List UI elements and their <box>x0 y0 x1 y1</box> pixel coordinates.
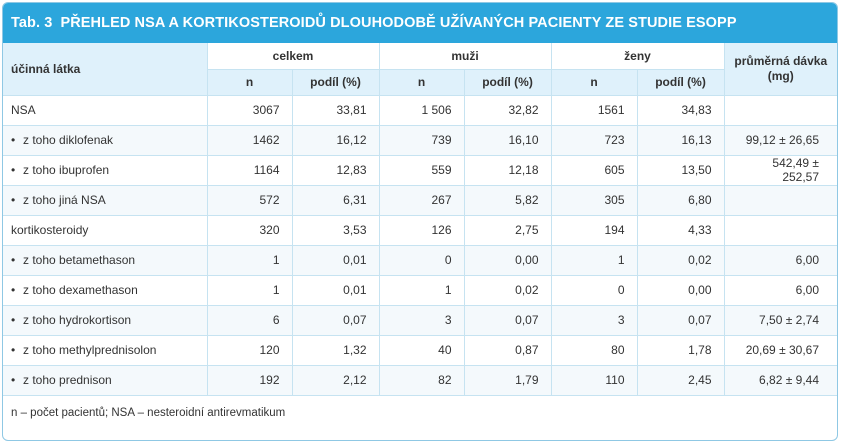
cell-men-pct: 32,82 <box>464 95 551 125</box>
cell-women-n: 723 <box>551 125 637 155</box>
cell-dose: 7,50 ± 2,74 <box>724 305 837 335</box>
cell-total-pct: 2,12 <box>292 365 379 395</box>
cell-dose: 6,00 <box>724 245 837 275</box>
row-substance-label: NSA <box>11 103 36 117</box>
cell-women-n: 305 <box>551 185 637 215</box>
cell-women-n: 194 <box>551 215 637 245</box>
row-substance <box>3 365 207 395</box>
row-substance-label: z toho hydrokortison <box>23 313 132 327</box>
cell-men-n: 126 <box>379 215 464 245</box>
header-group-women: ženy <box>551 43 724 69</box>
cell-total-pct: 16,12 <box>292 125 379 155</box>
header-women-share: podíl (%) <box>637 69 724 95</box>
cell-men-n: 1 <box>379 275 464 305</box>
cell-total-n: 192 <box>207 365 292 395</box>
cell-total-n: 120 <box>207 335 292 365</box>
table-frame <box>2 2 838 441</box>
cell-men-pct: 0,00 <box>464 245 551 275</box>
table-row <box>3 275 837 305</box>
row-substance-label: z toho diklofenak <box>23 133 114 147</box>
cell-women-pct: 13,50 <box>637 155 724 185</box>
header-group-men: muži <box>379 43 551 69</box>
row-substance <box>3 305 207 335</box>
cell-women-n: 110 <box>551 365 637 395</box>
cell-total-pct: 0,01 <box>292 275 379 305</box>
cell-women-pct: 1,78 <box>637 335 724 365</box>
cell-women-n: 1 <box>551 245 637 275</box>
bullet-icon: • <box>11 163 16 177</box>
cell-dose: 99,12 ± 26,65 <box>724 125 837 155</box>
row-substance <box>3 125 207 155</box>
row-substance-label: z toho ibuprofen <box>23 163 110 177</box>
cell-men-pct: 16,10 <box>464 125 551 155</box>
cell-dose: 6,00 <box>724 275 837 305</box>
table-row <box>3 365 837 395</box>
cell-men-pct: 5,82 <box>464 185 551 215</box>
row-substance-label: z toho jiná NSA <box>23 193 106 207</box>
cell-women-n: 80 <box>551 335 637 365</box>
cell-men-n: 559 <box>379 155 464 185</box>
header-total-n: n <box>207 69 292 95</box>
table-row <box>3 215 837 245</box>
cell-women-pct: 0,00 <box>637 275 724 305</box>
cell-dose <box>724 215 837 245</box>
cell-total-pct: 0,01 <box>292 245 379 275</box>
cell-total-n: 6 <box>207 305 292 335</box>
cell-men-n: 3 <box>379 305 464 335</box>
cell-total-pct: 33,81 <box>292 95 379 125</box>
cell-women-pct: 2,45 <box>637 365 724 395</box>
cell-men-pct: 0,02 <box>464 275 551 305</box>
row-substance <box>3 215 207 245</box>
row-substance-label: z toho prednison <box>23 373 112 387</box>
cell-women-pct: 16,13 <box>637 125 724 155</box>
bullet-icon: • <box>11 373 16 387</box>
cell-men-pct: 0,07 <box>464 305 551 335</box>
bullet-icon: • <box>11 193 16 207</box>
bullet-icon: • <box>11 313 16 327</box>
cell-total-pct: 1,32 <box>292 335 379 365</box>
table-row <box>3 95 837 125</box>
cell-men-n: 739 <box>379 125 464 155</box>
cell-total-pct: 12,83 <box>292 155 379 185</box>
row-substance <box>3 275 207 305</box>
table-row <box>3 185 837 215</box>
cell-dose <box>724 185 837 215</box>
cell-women-pct: 34,83 <box>637 95 724 125</box>
table-row <box>3 155 837 185</box>
cell-total-pct: 0,07 <box>292 305 379 335</box>
header-women-n: n <box>551 69 637 95</box>
header-group-total: celkem <box>207 43 379 69</box>
table-number: Tab. 3 <box>11 15 53 31</box>
cell-total-n: 1 <box>207 275 292 305</box>
header-dose: průměrná dávka (mg) <box>724 43 837 95</box>
table-row <box>3 335 837 365</box>
cell-men-pct: 1,79 <box>464 365 551 395</box>
cell-dose: 542,49 ± 252,57 <box>724 155 837 185</box>
header-substance: účinná látka <box>3 43 207 95</box>
row-substance <box>3 245 207 275</box>
cell-women-pct: 0,07 <box>637 305 724 335</box>
header-men-n: n <box>379 69 464 95</box>
cell-dose <box>724 95 837 125</box>
table-row <box>3 125 837 155</box>
cell-total-n: 572 <box>207 185 292 215</box>
cell-total-n: 3067 <box>207 95 292 125</box>
cell-women-pct: 6,80 <box>637 185 724 215</box>
row-substance <box>3 155 207 185</box>
cell-men-n: 267 <box>379 185 464 215</box>
table-row <box>3 305 837 335</box>
header-men-share: podíl (%) <box>464 69 551 95</box>
row-substance <box>3 95 207 125</box>
table-footnote: n – počet pacientů; NSA – nesteroidní antirevmatikum <box>11 406 286 419</box>
cell-men-pct: 0,87 <box>464 335 551 365</box>
cell-women-n: 605 <box>551 155 637 185</box>
row-substance-label: kortikosteroidy <box>11 223 89 237</box>
data-table <box>3 43 837 396</box>
cell-men-n: 82 <box>379 365 464 395</box>
cell-women-n: 1561 <box>551 95 637 125</box>
cell-men-n: 40 <box>379 335 464 365</box>
cell-total-n: 1164 <box>207 155 292 185</box>
bullet-icon: • <box>11 133 16 147</box>
row-substance-label: z toho betamethason <box>23 253 136 267</box>
table-row <box>3 245 837 275</box>
cell-women-pct: 0,02 <box>637 245 724 275</box>
cell-total-pct: 6,31 <box>292 185 379 215</box>
cell-men-pct: 2,75 <box>464 215 551 245</box>
cell-women-n: 0 <box>551 275 637 305</box>
cell-women-n: 3 <box>551 305 637 335</box>
cell-total-n: 1462 <box>207 125 292 155</box>
header-total-share: podíl (%) <box>292 69 379 95</box>
cell-dose: 6,82 ± 9,44 <box>724 365 837 395</box>
cell-men-n: 0 <box>379 245 464 275</box>
cell-total-pct: 3,53 <box>292 215 379 245</box>
bullet-icon: • <box>11 283 16 297</box>
cell-men-n: 1 506 <box>379 95 464 125</box>
table-title: PŘEHLED NSA A KORTIKOSTEROIDŮ DLOUHODOBĚ UŽÍVANÝCH PACIENTY ZE STUDIE ESOPP <box>60 15 737 31</box>
cell-women-pct: 4,33 <box>637 215 724 245</box>
table-title-bar <box>3 3 837 43</box>
cell-total-n: 320 <box>207 215 292 245</box>
cell-dose: 20,69 ± 30,67 <box>724 335 837 365</box>
row-substance-label: z toho dexamethason <box>23 283 138 297</box>
cell-total-n: 1 <box>207 245 292 275</box>
row-substance-label: z toho methylprednisolon <box>23 343 157 357</box>
row-substance <box>3 335 207 365</box>
bullet-icon: • <box>11 253 16 267</box>
cell-men-pct: 12,18 <box>464 155 551 185</box>
bullet-icon: • <box>11 343 16 357</box>
row-substance <box>3 185 207 215</box>
